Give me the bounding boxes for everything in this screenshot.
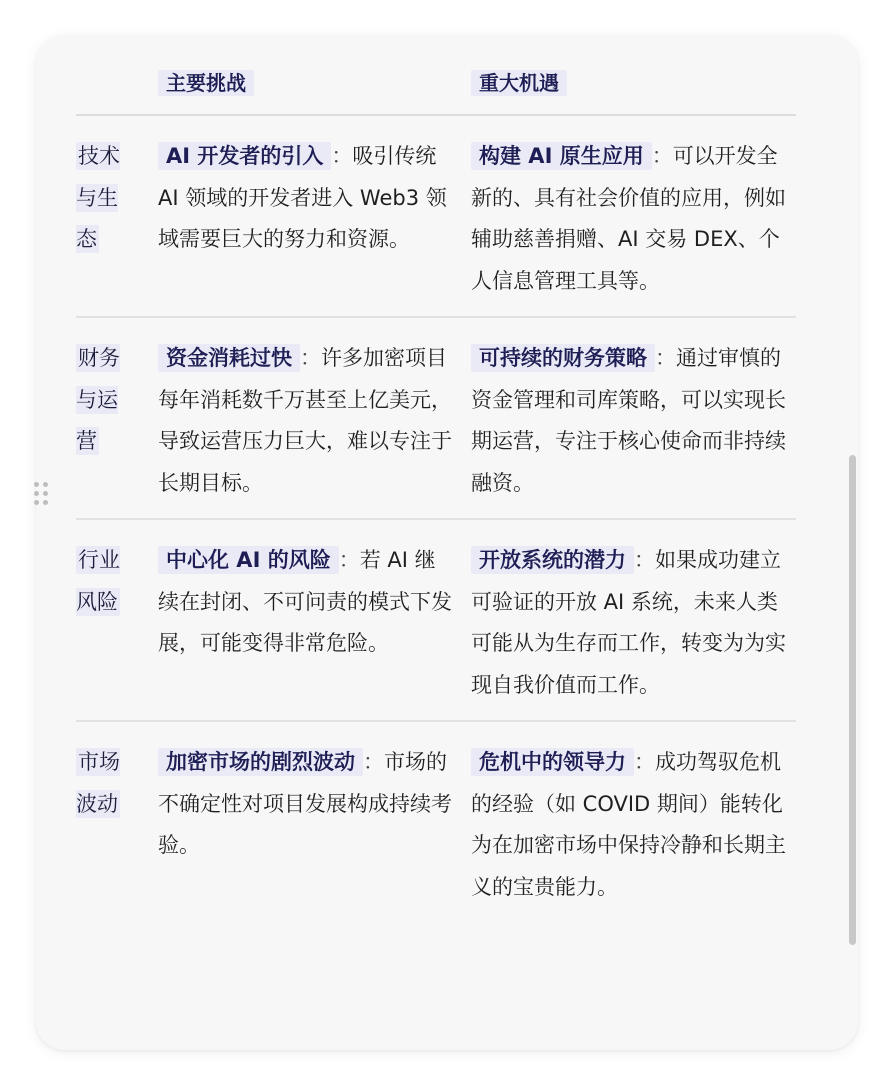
table-header-row xyxy=(76,62,796,115)
table-row xyxy=(76,519,796,721)
challenge-cell xyxy=(158,115,471,317)
category-cell xyxy=(76,519,158,721)
challenge-title: 加密市场的剧烈波动 xyxy=(158,748,363,776)
opportunity-text: 通过审慎的资金管理和司库策略，可以实现长期运营，专注于核心使命而非持续融资。 xyxy=(471,346,786,495)
category-cell xyxy=(76,317,158,519)
separator: ： xyxy=(655,346,676,370)
opportunity-cell xyxy=(471,115,796,317)
separator: ： xyxy=(331,144,353,168)
separator: ： xyxy=(634,548,655,572)
opportunity-title: 可持续的财务策略 xyxy=(471,344,655,372)
category-label: 行业风险 xyxy=(76,548,120,614)
challenge-text: 市场的不确定性对项目发展构成持续考验。 xyxy=(158,750,452,857)
category-label: 技术与生态 xyxy=(76,144,120,251)
challenge-title: 中心化 AI 的风险 xyxy=(158,546,339,574)
opportunity-text: 如果成功建立可验证的开放 AI 系统，未来人类可能从为生存而工作，转变为为实现自我价值而工作。 xyxy=(471,548,786,697)
challenge-title: AI 开发者的引入 xyxy=(158,142,331,170)
opportunity-cell xyxy=(471,721,796,922)
opportunity-cell xyxy=(471,519,796,721)
drag-dot xyxy=(34,491,39,496)
separator: ： xyxy=(651,144,673,168)
separator: ： xyxy=(300,346,321,370)
table-row xyxy=(76,317,796,519)
table-row xyxy=(76,721,796,922)
challenge-text: 许多加密项目每年消耗数千万甚至上亿美元，导致运营压力巨大，难以专注于长期目标。 xyxy=(158,346,452,495)
drag-dot xyxy=(43,491,48,496)
drag-dot xyxy=(43,482,48,487)
table-card xyxy=(36,36,858,1050)
opportunity-text: 成功驾驭危机的经验（如 COVID 期间）能转化为在加密市场中保持冷静和长期主义的宝贵能力。 xyxy=(471,750,786,899)
drag-dot xyxy=(43,500,48,505)
opportunity-text: 可以开发全新的、具有社会价值的应用，例如辅助慈善捐赠、AI 交易 DEX、个人信息管理工具等。 xyxy=(471,144,786,293)
header-challenge-label: 主要挑战 xyxy=(158,70,254,96)
separator: ： xyxy=(338,548,360,572)
opportunity-title: 构建 AI 原生应用 xyxy=(471,142,652,170)
challenge-text: 吸引传统 AI 领域的开发者进入 Web3 领域需要巨大的努力和资源。 xyxy=(158,144,447,251)
opportunity-title: 开放系统的潜力 xyxy=(471,546,634,574)
table-row xyxy=(76,115,796,317)
vertical-scrollbar[interactable] xyxy=(849,455,856,945)
header-opportunity-label: 重大机遇 xyxy=(471,70,567,96)
comparison-table xyxy=(76,62,796,922)
challenge-title: 资金消耗过快 xyxy=(158,344,300,372)
category-label: 市场波动 xyxy=(76,750,120,816)
category-label: 财务与运营 xyxy=(76,346,120,453)
drag-dot xyxy=(34,482,39,487)
challenge-text: 若 AI 继续在封闭、不可问责的模式下发展，可能变得非常危险。 xyxy=(158,548,452,655)
header-challenge xyxy=(158,62,471,115)
category-cell xyxy=(76,721,158,922)
opportunity-title: 危机中的领导力 xyxy=(471,748,634,776)
category-cell xyxy=(76,115,158,317)
opportunity-cell xyxy=(471,317,796,519)
challenge-cell xyxy=(158,519,471,721)
separator: ： xyxy=(634,750,655,774)
challenge-cell xyxy=(158,721,471,922)
separator: ： xyxy=(363,750,384,774)
challenge-cell xyxy=(158,317,471,519)
header-empty-cell xyxy=(76,62,158,115)
drag-handle-icon[interactable] xyxy=(34,482,48,508)
drag-dot xyxy=(34,500,39,505)
header-opportunity xyxy=(471,62,796,115)
